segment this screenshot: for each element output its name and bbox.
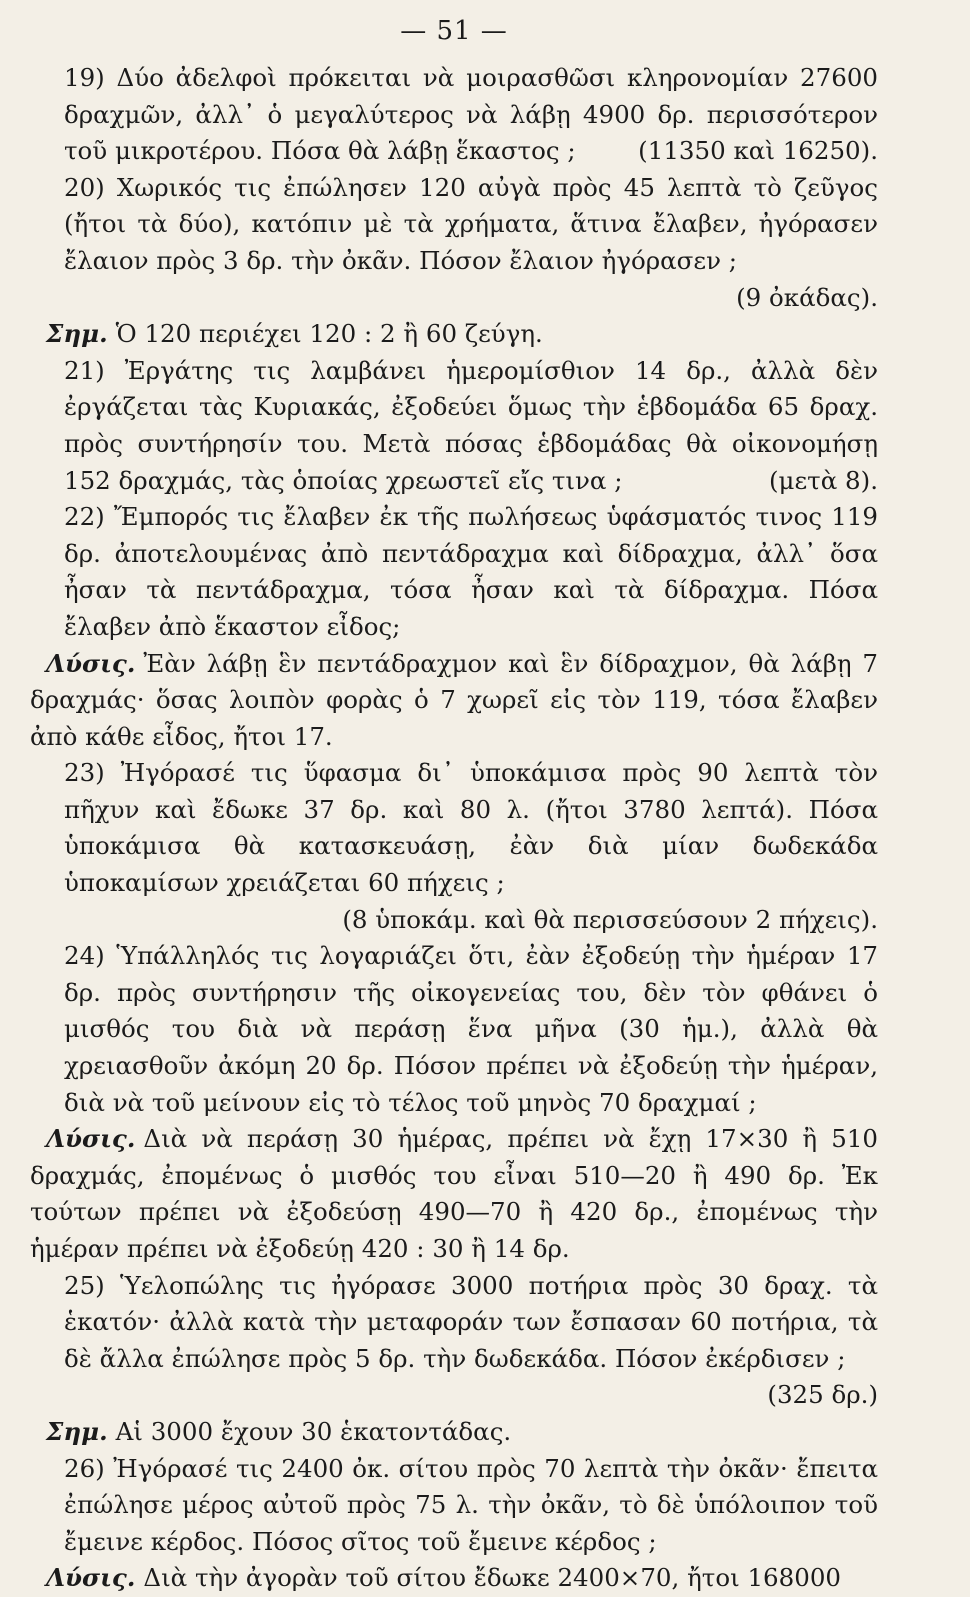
problem-25-answer: (325 δρ.) — [767, 1380, 878, 1410]
problem-25 — [30, 1268, 878, 1410]
problem-20-note — [30, 316, 878, 353]
problem-22-solution-text: Ἐὰν λάβῃ ἓν πεντάδραχμον καὶ ἓν δίδραχμον, θὰ λάβῃ 7 δραχμάς· ὅσας λοιπὸν φορὰς ὁ 7 χωρεῖ εἰς τὸν 119, τόσα ἔλαβεν ἀπὸ κάθε εἶδος, ἤτοι 17. — [30, 648, 878, 751]
problem-23-text: 23) Ἠγόρασέ τις ὕφασμα δι᾽ ὑποκάμισα πρὸς 90 λεπτὰ τὸν πῆχυν καὶ ἔδωκε 37 δρ. καὶ 80 λ. (ἤτοι 3780 λεπτά). Πόσα ὑποκάμισα θὰ κατασκευάσῃ, ἐὰν διὰ μίαν δωδεκάδα ὑποκαμίσων χρειάζεται 60 πήχεις ; — [64, 758, 878, 898]
note-label: Σημ. — [46, 319, 108, 349]
problem-25-text: 25) Ὑελοπώλης τις ἠγόρασε 3000 ποτήρια πρὸς 30 δραχ. τὰ ἑκατόν· ἀλλὰ κατὰ τὴν μεταφοράν των ἔσπασαν 60 ποτήρια, τὰ δὲ ἄλλα ἐπώλησε πρὸς 5 δρ. τὴν δωδεκάδα. Πόσον ἐκέρδισεν ; — [64, 1270, 878, 1373]
problem-22-solution — [30, 646, 878, 756]
problem-26-solution-text: Διὰ τὴν ἀγορὰν τοῦ σίτου ἔδωκε 2400×70, ἤτοι 168000 — [143, 1563, 841, 1593]
solution-label: Λύσις. — [46, 648, 136, 678]
problem-19-answer: (11350 καὶ 16250). — [638, 136, 878, 166]
problem-25-note — [30, 1414, 878, 1451]
problem-24 — [30, 938, 878, 1121]
problem-24-solution-text: Διὰ νὰ περάσῃ 30 ἡμέρας, πρέπει νὰ ἔχῃ 17×30 ἢ 510 δραχμάς, ἐπομένως ὁ μισθός του εἶναι 510—20 ἢ 490 δρ. Ἐκ τούτων πρέπει νὰ ἐξοδεύσῃ 490—70 ἢ 420 δρ., ἐπομένως τὴν ἡμέραν πρέπει νὰ ἐξοδεύῃ 420 : 30 ἢ 14 δρ. — [30, 1124, 878, 1263]
problem-23-answer: (8 ὑποκάμ. καὶ θὰ περισσεύσουν 2 πήχεις). — [342, 904, 878, 934]
problem-20 — [30, 170, 878, 312]
solution-label: Λύσις. — [46, 1124, 136, 1154]
problem-21-answer: (μετὰ 8). — [769, 465, 878, 495]
problem-26-solution — [30, 1560, 878, 1597]
problem-22-text: 22) Ἔμπορός τις ἔλαβεν ἐκ τῆς πωλήσεως ὑφάσματός τινος 119 δρ. ἀποτελουμένας ἀπὸ πεντάδραχμα καὶ δίδραχμα, ἀλλ᾽ ὅσα ἦσαν τὰ πεντάδραχμα, τόσα ἦσαν καὶ τὰ δίδραχμα. Πόσα ἔλαβεν ἀπὸ ἕκαστον εἶδος; — [64, 502, 878, 641]
problem-19 — [30, 60, 878, 170]
problem-24-text: 24) Ὑπάλληλός τις λογαριάζει ὅτι, ἐὰν ἐξοδεύῃ τὴν ἡμέραν 17 δρ. πρὸς συντήρησιν τῆς οἰκογενείας του, δὲν τὸν φθάνει ὁ μισθός του διὰ νὰ περάσῃ ἕνα μῆνα (30 ἡμ.), ἀλλὰ θὰ χρειασθοῦν ἀκόμη 20 δρ. Πόσον πρέπει νὰ ἐξοδεύῃ τὴν ἡμέραν, διὰ νὰ τοῦ μείνουν εἰς τὸ τέλος τοῦ μηνὸς 70 δραχμαί ; — [64, 941, 878, 1117]
problem-20-answer: (9 ὀκάδας). — [736, 282, 878, 312]
problem-26-text: 26) Ἠγόρασέ τις 2400 ὀκ. σίτου πρὸς 70 λεπτὰ τὴν ὀκᾶν· ἔπειτα ἐπώλησε μέρος αὐτοῦ πρὸς 75 λ. τὴν ὀκᾶν, τὸ δὲ ὑπόλοιπον τοῦ ἔμεινε κέρδος. Πόσος σῖτος τοῦ ἔμεινε κέρδος ; — [64, 1453, 878, 1556]
problem-23 — [30, 755, 878, 934]
problem-25-note-text: Αἱ 3000 ἔχουν 30 ἑκατοντάδας. — [115, 1416, 512, 1446]
problem-21 — [30, 353, 878, 499]
problem-22 — [30, 499, 878, 645]
solution-label: Λύσις. — [46, 1563, 136, 1593]
problem-24-solution — [30, 1121, 878, 1267]
problem-19-text: 19) Δύο ἀδελφοὶ πρόκειται νὰ μοιρασθῶσι κληρονομίαν 27600 δραχμῶν, ἀλλ᾽ ὁ μεγαλύτερος νὰ λάβῃ 4900 δρ. περισσότερον τοῦ μικροτέρου. Πόσα θὰ λάβῃ ἕκαστος ; — [64, 63, 878, 166]
problem-20-text: 20) Χωρικός τις ἐπώλησεν 120 αὐγὰ πρὸς 45 λεπτὰ τὸ ζεῦγος (ἤτοι τὰ δύο), κατόπιν μὲ τὰ χρήματα, ἅτινα ἔλαβεν, ἠγόρασεν ἔλαιον πρὸς 3 δρ. τὴν ὀκᾶν. Πόσον ἔλαιον ἠγόρασεν ; — [64, 172, 878, 275]
problem-20-note-text: Ὁ 120 περιέχει 120 : 2 ἢ 60 ζεύγη. — [115, 319, 543, 349]
problem-21-text: 21) Ἐργάτης τις λαμβάνει ἡμερομίσθιον 14 δρ., ἀλλὰ δὲν ἐργάζεται τὰς Κυριακάς, ἐξοδεύει ὅμως τὴν ἑβδομάδα 65 δραχ. πρὸς συντήρησίν του. Μετὰ πόσας ἑβδομάδας θὰ οἰκονομήσῃ 152 δραχμάς, τὰς ὁποίας χρεωστεῖ εἴς τινα ; — [64, 355, 878, 495]
problem-26 — [30, 1451, 878, 1561]
note-label: Σημ. — [46, 1416, 108, 1446]
page-number: — 51 — — [400, 16, 508, 46]
